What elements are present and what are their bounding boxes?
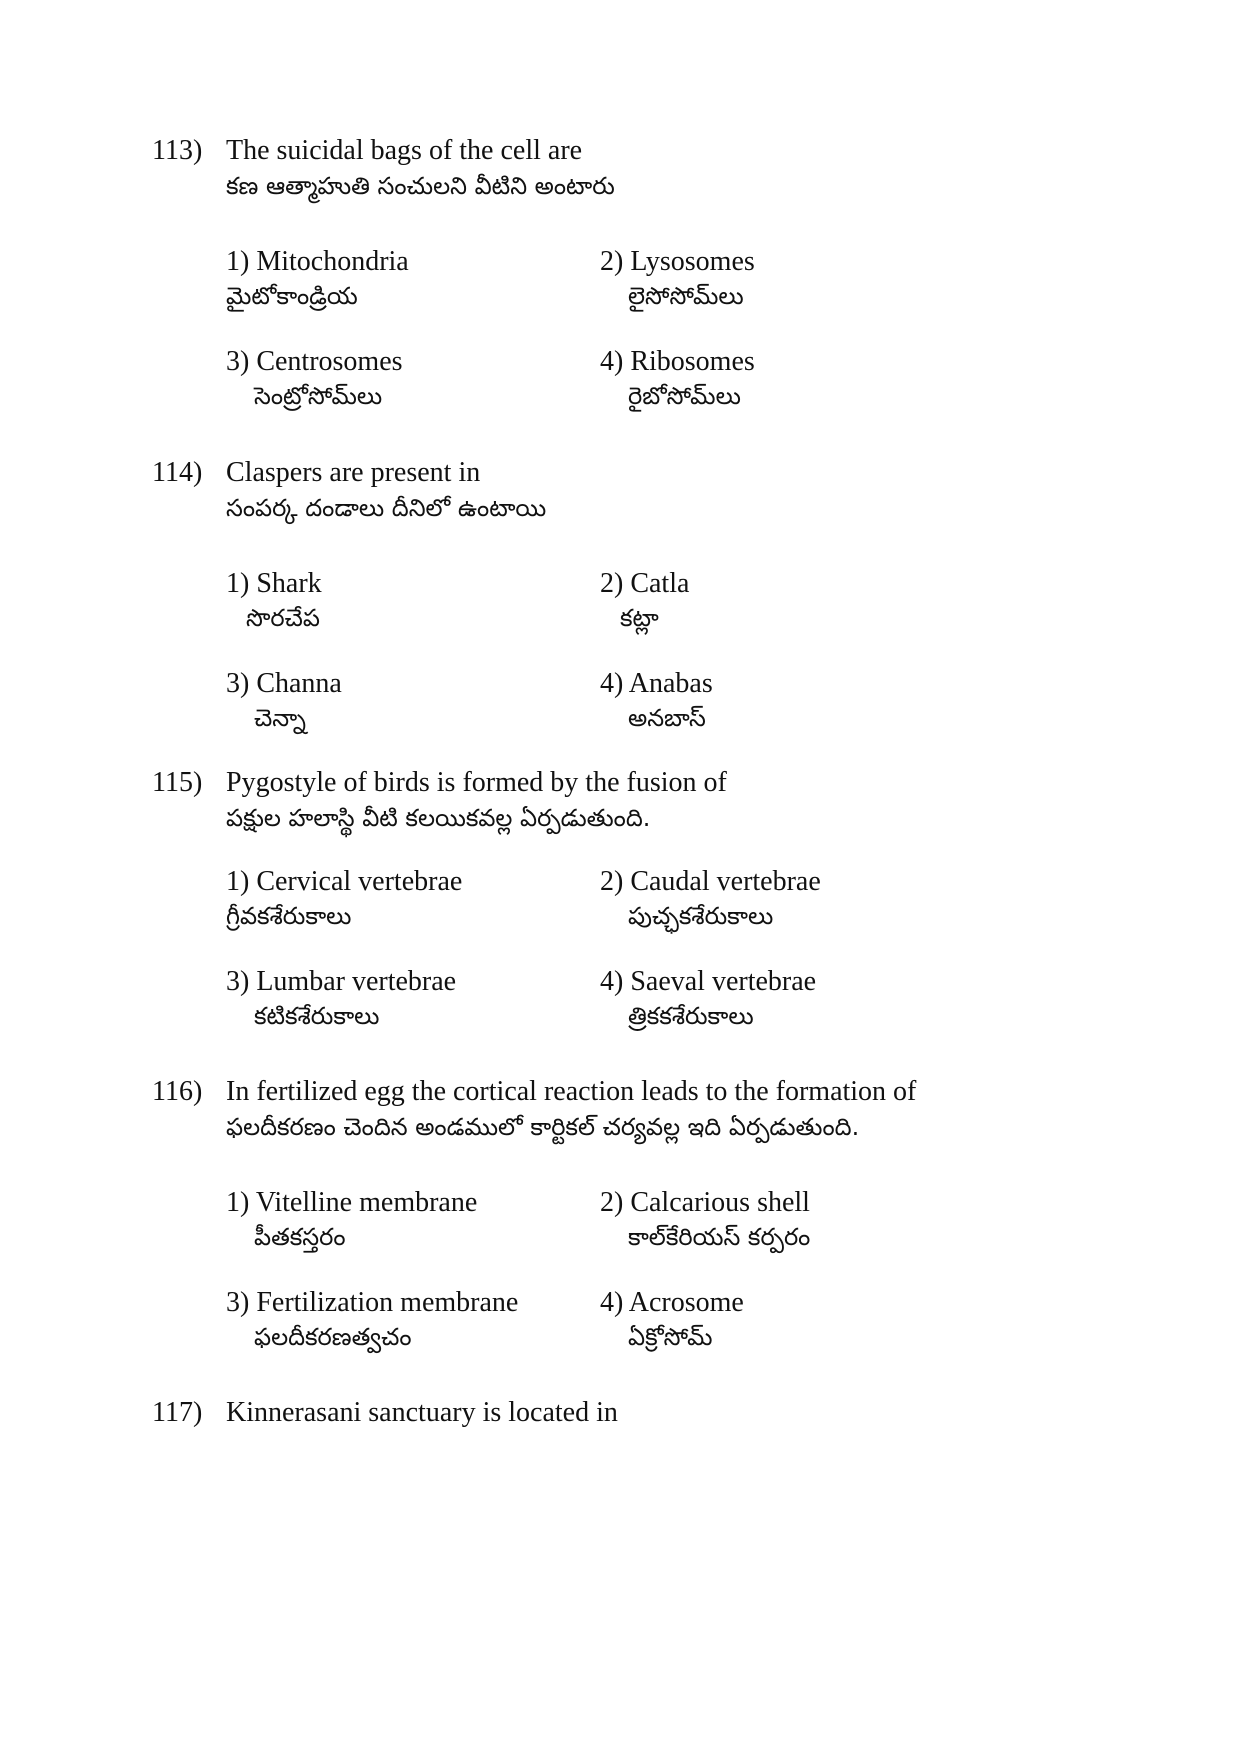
option-113-4[interactable]: [600, 344, 960, 412]
option-text-te: మైటోకాండ్రియ: [226, 282, 358, 310]
option-text-te: లైసోసోమ్‌లు: [628, 282, 744, 310]
option-115-4[interactable]: [600, 964, 960, 1032]
question-header: [152, 1074, 1152, 1110]
option-text-te: ఏక్రోసోమ్: [628, 1323, 713, 1351]
option-text-en: 2) Catla: [600, 568, 690, 599]
option-113-2[interactable]: [600, 244, 960, 312]
question-114: [152, 455, 1152, 525]
question-text-en: Kinnerasani sanctuary is located in: [226, 1397, 618, 1428]
question-text-en: The suicidal bags of the cell are: [226, 135, 583, 166]
option-114-1[interactable]: [226, 566, 586, 634]
option-text-en: 2) Lysosomes: [600, 246, 755, 277]
option-text-en: 2) Caudal vertebrae: [600, 866, 821, 897]
question-header: [152, 133, 1152, 169]
option-text-en: 3) Centrosomes: [226, 346, 403, 377]
option-114-2[interactable]: [600, 566, 960, 634]
option-text-te: త్రికకశేరుకాలు: [628, 1002, 754, 1030]
question-113: [152, 133, 1152, 203]
option-text-en: 4) Acrosome: [600, 1287, 744, 1318]
option-116-2[interactable]: [600, 1185, 960, 1253]
option-text-en: 4) Saeval vertebrae: [600, 966, 817, 997]
option-text-te: సెంట్రోసోమ్‌లు: [254, 382, 383, 410]
option-text-en: 1) Cervical vertebrae: [226, 866, 463, 897]
question-number: 116): [152, 1076, 203, 1107]
option-114-3[interactable]: [226, 666, 586, 734]
question-text-te: ఫలదీకరణం చెందిన అండములో కార్టికల్ చర్యవల్ల ఇది ఏర్పడుతుంది.: [226, 1113, 860, 1141]
option-113-1[interactable]: [226, 244, 586, 312]
option-text-en: 2) Calcarious shell: [600, 1187, 810, 1218]
option-116-3[interactable]: [226, 1285, 586, 1353]
option-text-en: 1) Vitelline membrane: [226, 1187, 478, 1218]
option-text-te: చెన్నా: [254, 704, 306, 732]
option-115-3[interactable]: [226, 964, 586, 1032]
option-115-2[interactable]: [600, 864, 960, 932]
option-text-te: అనబాస్: [628, 704, 706, 732]
option-116-1[interactable]: [226, 1185, 586, 1253]
question-number: 115): [152, 767, 203, 798]
question-header: [152, 765, 1152, 801]
question-number: 113): [152, 135, 203, 166]
option-114-4[interactable]: [600, 666, 960, 734]
option-text-en: 3) Fertilization membrane: [226, 1287, 519, 1318]
question-number: 117): [152, 1397, 203, 1428]
question-115: [152, 765, 1152, 835]
question-text-en: Claspers are present in: [226, 457, 481, 488]
option-text-te: కటికశేరుకాలు: [254, 1002, 380, 1030]
option-text-te: గ్రీవకశేరుకాలు: [226, 902, 352, 930]
option-text-te: సొరచేప: [246, 604, 320, 632]
question-header: [152, 1395, 1152, 1431]
option-text-te: ఫలదీకరణత్వచం: [254, 1323, 412, 1351]
option-text-te: పీతకస్తరం: [254, 1223, 346, 1251]
option-text-en: 1) Shark: [226, 568, 322, 599]
question-text-te: పక్షుల హలాస్థి వీటి కలయికవల్ల ఏర్పడుతుంది.: [226, 804, 651, 832]
question-text-te: కణ ఆత్మాహుతి సంచులని వీటిని అంటారు: [226, 172, 615, 200]
option-text-en: 1) Mitochondria: [226, 246, 409, 277]
option-text-en: 4) Anabas: [600, 668, 713, 699]
option-113-3[interactable]: [226, 344, 586, 412]
option-116-4[interactable]: [600, 1285, 960, 1353]
question-header: [152, 455, 1152, 491]
option-text-en: 4) Ribosomes: [600, 346, 755, 377]
question-text-en: In fertilized egg the cortical reaction leads to the formation of: [226, 1076, 917, 1107]
question-number: 114): [152, 457, 203, 488]
option-text-en: 3) Channa: [226, 668, 342, 699]
option-text-te: పుచ్ఛకశేరుకాలు: [628, 902, 774, 930]
option-text-te: కట్లా: [620, 604, 659, 632]
question-text-en: Pygostyle of birds is formed by the fusion of: [226, 767, 727, 798]
question-116: [152, 1074, 1152, 1144]
question-117: [152, 1395, 1152, 1431]
question-text-te: సంపర్క దండాలు దీనిలో ఉంటాయి: [226, 494, 547, 522]
option-115-1[interactable]: [226, 864, 586, 932]
option-text-te: కాల్‌కేరియస్ కర్పరం: [628, 1223, 811, 1251]
option-text-te: రైబోసోమ్‌లు: [628, 382, 741, 410]
option-text-en: 3) Lumbar vertebrae: [226, 966, 457, 997]
